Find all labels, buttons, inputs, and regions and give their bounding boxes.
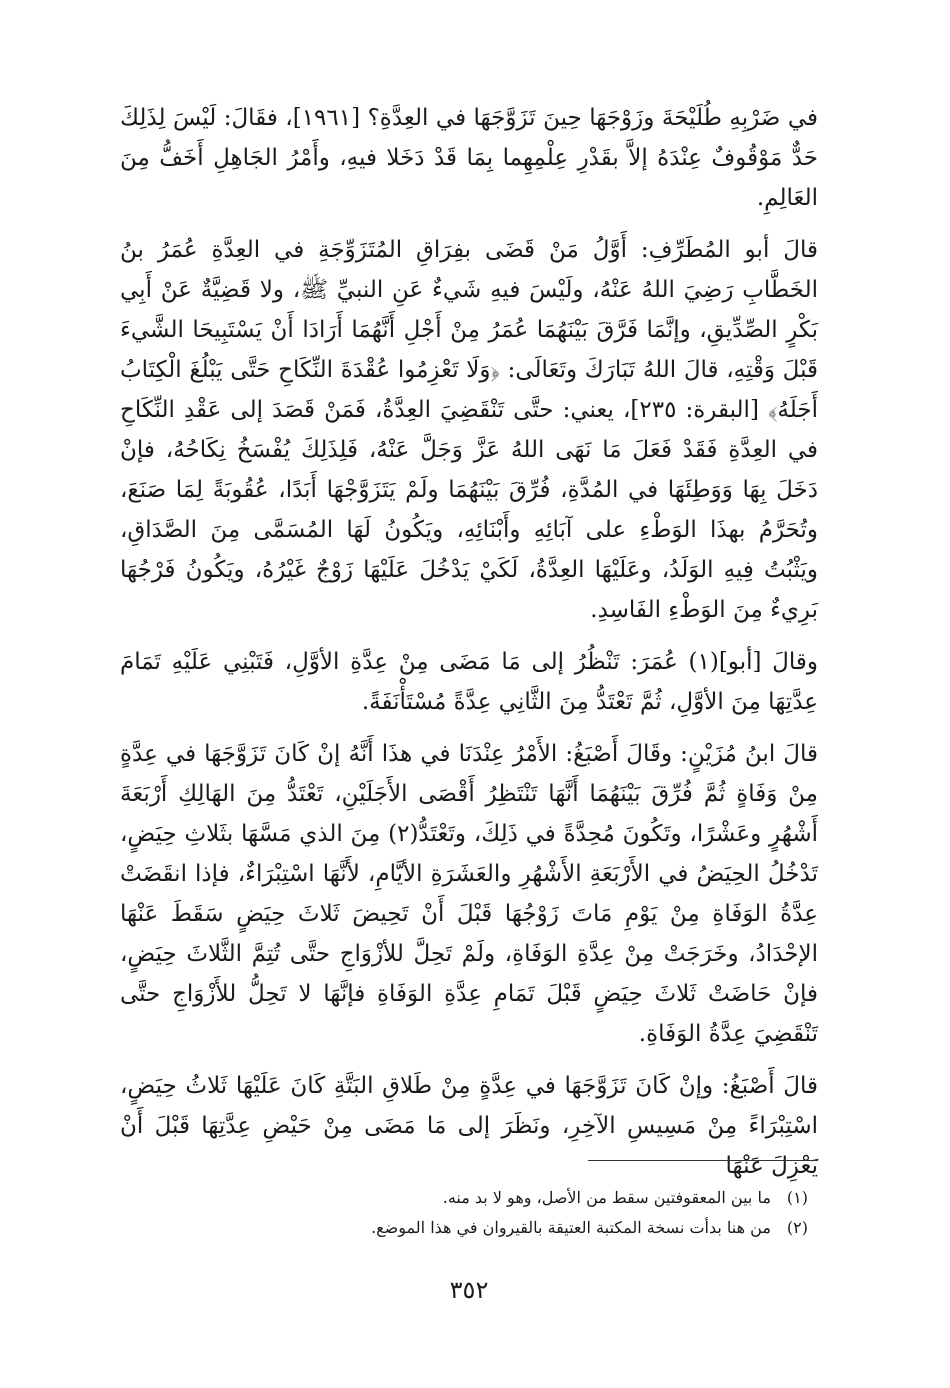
footnotes [120,1183,808,1243]
footnote-marker: (١) [786,1188,808,1207]
page-number: ٣٥٢ [449,1276,489,1304]
book-page [120,98,818,1358]
paragraph: قالَ أبو المُطَرِّفِ: أَوَّلُ مَنْ قَضَى بفِرَاقِ المُتَزَوِّجَةِ في العِدَّةِ عُمَرُ بنُ الخَطَّابِ رَضِيَ اللهُ عَنْهُ، ولَيْسَ فيهِ شَيءٌ عَنِ النبيِّ ﷺ، ولا قَضِيَّةٌ عَنْ أَبِي بَكْرٍ الصِّدِّيقِ، وإنَّمَا فَرَّقَ بَيْنَهُمَا عُمَرُ مِنْ أَجْلِ أَنَّهُمَا أَرَادَا أَنْ يَسْتَبِيحَا الشَّيءَ قَبْلَ وَقْتِهِ، قالَ اللهُ تَبَارَكَ وتَعَالَى: ﴿وَلَا تَعْزِمُوا عُقْدَةَ النِّكَاحِ حَتَّى يَبْلُغَ الْكِتَابُ أَجَلَهُ﴾ [البقرة: ٢٣٥]، يعني: حتَّى تَنْقَضِيَ العِدَّةُ، فَمَنْ قَصَدَ إلى عَقْدِ النِّكَاحِ في العِدَّةِ فَقَدْ فَعَلَ مَا نَهَى اللهُ عَزَّ وَجَلَّ عَنْهُ، فَلِذَلِكَ يُفْسَخُ نِكَاحُهُ، فإنْ دَخَلَ بِهَا وَوَطِئَهَا في المُدَّةِ، فُرِّقَ بَيْنَهُمَا ولَمْ يَتَزَوَّجْهَا أَبَدًا، عُقُوبَةً لِمَا صَنَعَ، وتُحَرَّمُ بهذَا الوَطْءِ على آبَائِهِ وأَبْنَائِهِ، ويَكُونُ لَهَا المُسَمَّى مِنَ الصَّدَاقِ، ويَثْبُتُ فِيهِ الوَلَدُ، وعَلَيْهَا العِدَّةُ، لَكَيْ يَدْخُلَ عَلَيْهَا زَوْجٌ غَيْرُهُ، ويَكُونُ فَرْجُهَا بَرِيءٌ مِنَ الوَطْءِ الفَاسِدِ. [120,237,818,623]
footnote-item [120,1183,808,1213]
footnote-text: ما بين المعقوفتين سقط من الأصل، وهو لا بد منه. [442,1188,771,1207]
footnote-text: من هنا بدأت نسخة المكتبة العتيقة بالقيروان في هذا الموضع. [371,1218,771,1237]
footnote-item [120,1213,808,1243]
main-text-body [120,98,818,1186]
footnote-marker: (٢) [786,1218,808,1237]
paragraph: وقالَ [أبو](١) عُمَرَ: تَنْظُرُ إلى مَا مَضَى مِنْ عِدَّةِ الأوَّلِ، فَتَبْنِي عَلَيْهِ تَمَامَ عِدَّتِهَا مِنَ الأوَّلِ، ثُمَّ تَعْتَدُّ مِنَ الثَّانِي عِدَّةً مُسْتَأْنَفَةً. [120,649,818,715]
paragraph: قالَ ابنُ مُزَيْنٍ: وقَالَ أَصْبَغُ: الأَمْرُ عِنْدَنَا في هذَا أَنَّهُ إنْ كَانَ تَزَوَّجَهَا في عِدَّةٍ مِنْ وَفَاةٍ ثُمَّ فُرِّقَ بَيْنَهُمَا أَنَّهَا تَنْتَظِرُ أَقْصَى الأَجَلَيْنِ، تَعْتَدُّ مِنَ الهَالِكِ أَرْبَعَةَ أَشْهُرٍ وعَشْرًا، وتَكُونَ مُحِدَّةً في ذَلِكَ، وتَعْتَدُّ(٢) مِنَ الذي مَسَّهَا بثَلاثِ حِيَضٍ، تَدْخُلُ الحِيَضُ في الأَرْبَعَةِ الأَشْهُرِ والعَشَرَةِ الأيَّامِ، لأَنَّهَا اسْتِبْرَاءٌ، فإذا انقَضَتْ عِدَّةُ الوَفَاةِ مِنْ يَوْمِ مَاتَ زَوْجُهَا قَبْلَ أَنْ تَحِيضَ ثَلاثَ حِيَضٍ سَقَطَ عَنْهَا الإحْدَادُ، وخَرَجَتْ مِنْ عِدَّةِ الوَفَاةِ، ولَمْ تَحِلَّ للأزْوَاجِ حتَّى تُتِمَّ الثَّلاثَ حِيَضٍ، فإنْ حَاضَتْ ثَلاثَ حِيَضٍ قَبْلَ تَمَامِ عِدَّةِ الوَفَاةِ فإنَّهَا لا تَحِلُّ للأَزْوَاجِ حتَّى تَنْقَضِيَ عِدَّةُ الوَفَاةِ. [120,741,818,1047]
paragraph: في ضَرْبِهِ طُلَيْحَةَ وزَوْجَهَا حِينَ تَزَوَّجَهَا في العِدَّةِ؟ [١٩٦١]، فقَالَ: لَيْسَ لِذَلِكَ حَدٌّ مَوْقُوفٌ عِنْدَهُ إلاَّ بقَدْرِ عِلْمِهِما بِمَا قَدْ دَخَلا فيهِ، وأَمْرُ الجَاهِلِ أَخَفُّ مِنَ العَالِمِ. [120,105,818,211]
paragraph: قالَ أَصْبَغُ: وإنْ كَانَ تَزَوَّجَهَا في عِدَّةٍ مِنْ طَلاقِ البَتَّةِ كَانَ عَلَيْهَا ثَلاثُ حِيَضٍ، اسْتِبْرَاءً مِنْ مَسِيسِ الآخِرِ، ونَظَرَ إلى مَا مَضَى مِنْ حَيْضِ عِدَّتِهَا قَبْلَ أَنْ يَعْزِلَ عَنْهَا [120,1073,818,1179]
footnote-divider [588,1160,818,1161]
